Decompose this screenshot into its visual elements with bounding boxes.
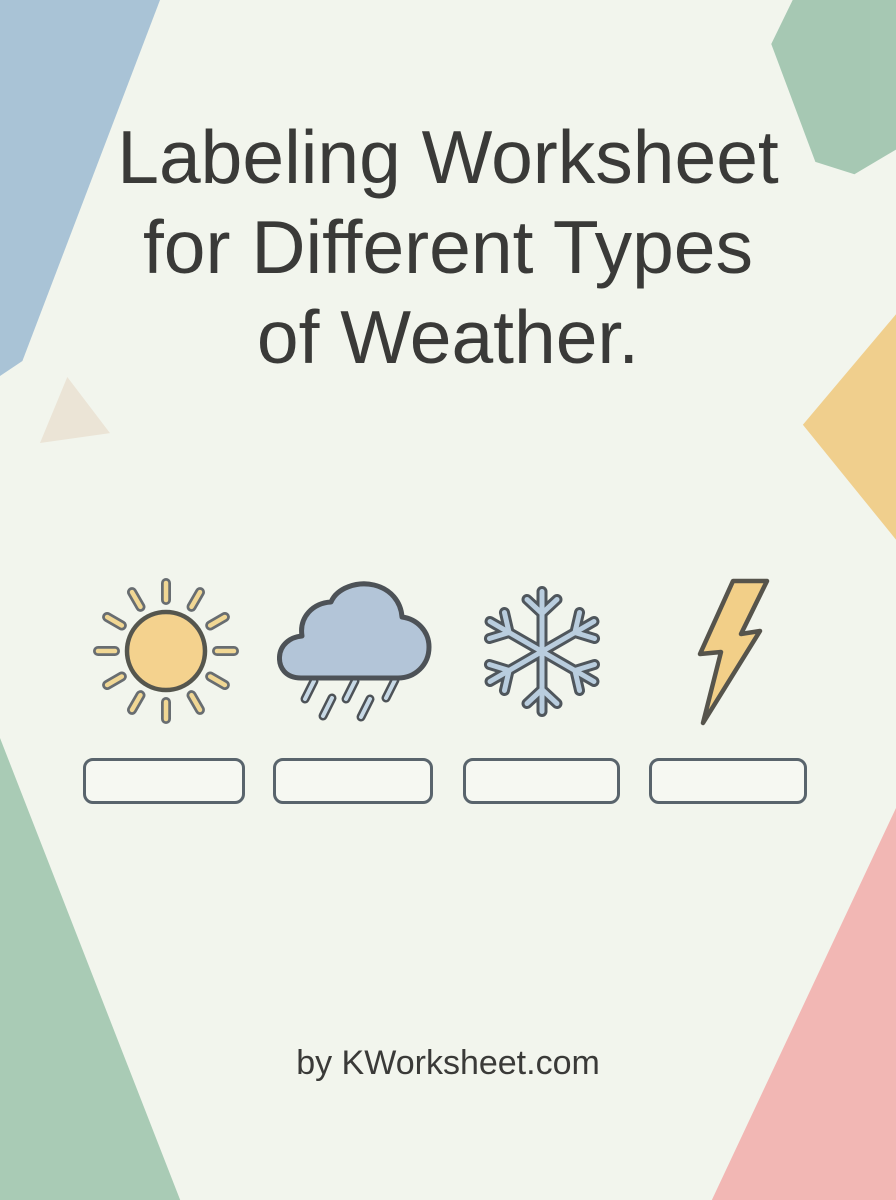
answer-box-4[interactable] — [649, 758, 807, 804]
decor-green-wedge — [0, 738, 182, 1200]
decor-pink-wedge — [710, 808, 896, 1200]
page-title-line-3: of Weather. — [256, 295, 640, 379]
page-title — [0, 112, 896, 382]
weather-item-storm — [685, 577, 775, 727]
weather-item-sun — [91, 576, 241, 726]
weather-item-snow — [477, 579, 607, 724]
rain-cloud-icon — [277, 575, 437, 725]
decor-beige-triangle — [40, 377, 110, 443]
page-title-line-2: for Different Types — [142, 205, 754, 289]
footer-credit: by KWorksheet.com — [296, 1044, 600, 1082]
answer-box-2[interactable] — [273, 758, 433, 804]
answer-box-1[interactable] — [83, 758, 245, 804]
weather-item-rain — [277, 575, 437, 725]
page-title-line-1: Labeling Worksheet — [117, 115, 779, 199]
lightning-bolt-icon — [685, 577, 775, 727]
answer-box-3[interactable] — [463, 758, 620, 804]
sun-icon — [91, 576, 241, 726]
snowflake-icon — [477, 579, 607, 724]
